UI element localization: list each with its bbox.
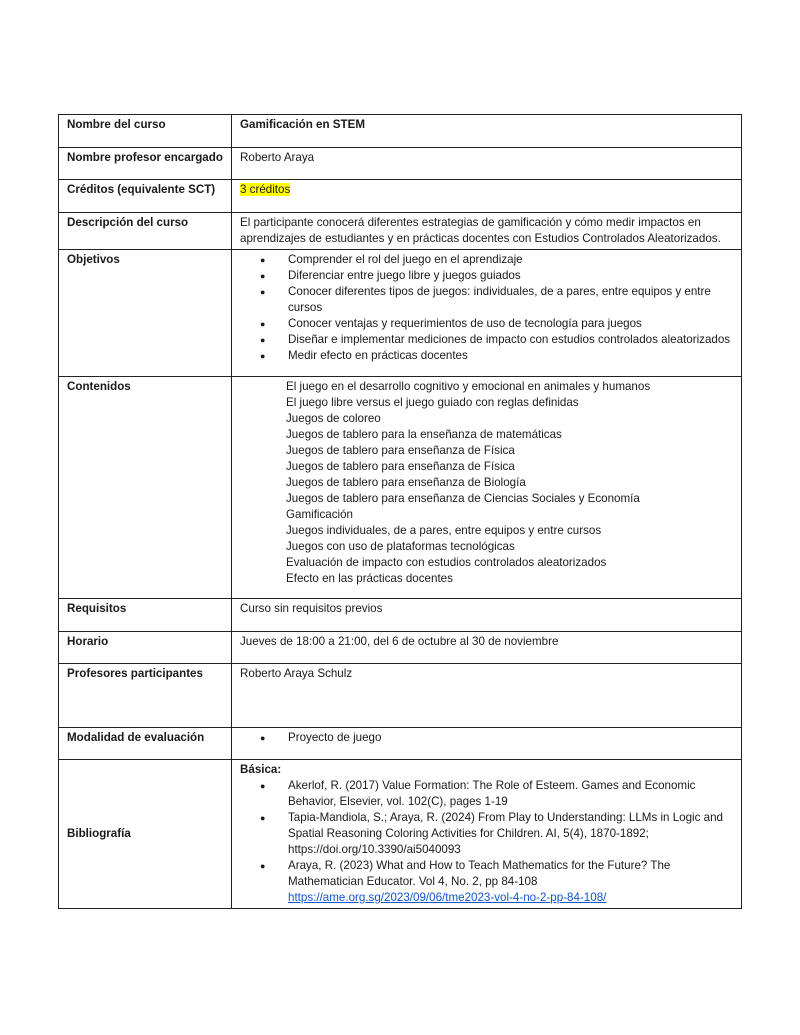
list-item: ● Proyecto de juego — [240, 730, 734, 746]
value-contents — [232, 377, 742, 599]
list-item: Gamificación — [286, 508, 354, 521]
value-bibliography — [232, 760, 742, 909]
row-bibliography — [59, 760, 742, 909]
bibliography-list — [240, 778, 734, 906]
label-bibliography: Bibliografía — [59, 760, 232, 909]
label-requirements: Requisitos — [59, 599, 232, 632]
value-professor: Roberto Araya — [232, 148, 742, 180]
course-info-table — [58, 114, 742, 909]
label-credits: Créditos (equivalente SCT) — [59, 180, 232, 213]
row-schedule — [59, 632, 742, 664]
row-contents — [59, 377, 742, 599]
bibliography-item — [240, 810, 734, 858]
list-item: ● Diseñar e implementar mediciones de impacto con estudios controlados aleatorizados — [240, 332, 734, 348]
list-item: ● Conocer ventajas y requerimientos de uso de tecnología para juegos — [240, 316, 734, 332]
contents-list — [240, 379, 734, 587]
list-item: ● Conocer diferentes tipos de juegos: individuales, de a pares, entre equipos y entre cursos — [240, 284, 734, 316]
bibliography-item — [240, 778, 734, 810]
value-course-name: Gamificación en STEM — [232, 115, 742, 148]
list-item: Efecto en las prácticas docentes — [286, 572, 453, 585]
list-item: Juegos de tablero para enseñanza de Física — [286, 460, 515, 473]
value-description: El participante conocerá diferentes estrategias de gamificación y cómo medir impactos en aprendizajes de estudiantes y en prácticas docentes con Estudios Controlados Aleatorizados. — [232, 213, 742, 250]
list-item: Evaluación de impacto con estudios controlados aleatorizados — [286, 556, 607, 569]
label-professor: Nombre profesor encargado — [59, 148, 232, 180]
label-participants: Profesores participantes — [59, 664, 232, 728]
row-professor — [59, 148, 742, 180]
value-requirements: Curso sin requisitos previos — [232, 599, 742, 632]
label-evaluation: Modalidad de evaluación — [59, 728, 232, 760]
value-participants: Roberto Araya Schulz — [232, 664, 742, 728]
list-item: ● Comprender el rol del juego en el aprendizaje — [240, 252, 734, 268]
row-course-name — [59, 115, 742, 148]
value-credits — [232, 180, 742, 213]
list-item: Juegos de coloreo — [286, 412, 381, 425]
list-item: Juegos de tablero para enseñanza de Física — [286, 444, 515, 457]
row-description — [59, 213, 742, 250]
value-schedule: Jueves de 18:00 a 21:00, del 6 de octubre al 30 de noviembre — [232, 632, 742, 664]
value-evaluation — [232, 728, 742, 760]
row-credits — [59, 180, 742, 213]
bibliography-heading: Básica: — [240, 763, 282, 776]
value-objectives — [232, 250, 742, 377]
bibliography-text: Araya, R. (2023) What and How to Teach Mathematics for the Future? The Mathematician Educator. Vol 4, No. 2, pp 84-108 — [288, 859, 671, 888]
row-participants — [59, 664, 742, 728]
row-requirements — [59, 599, 742, 632]
label-contents: Contenidos — [59, 377, 232, 599]
evaluation-list — [240, 730, 734, 746]
label-objectives: Objetivos — [59, 250, 232, 377]
list-item: Juegos con uso de plataformas tecnológicas — [286, 540, 515, 553]
label-description: Descripción del curso — [59, 213, 232, 250]
list-item: El juego libre versus el juego guiado con reglas definidas — [286, 396, 579, 409]
list-item: Juegos de tablero para enseñanza de Biología — [286, 476, 526, 489]
list-item: ● Medir efecto en prácticas docentes — [240, 348, 734, 364]
bibliography-text: Akerlof, R. (2017) Value Formation: The Role of Esteem. Games and Economic Behavior, Elsevier, vol. 102(C), pages 1-19 — [288, 779, 696, 808]
credits-highlight: 3 créditos — [240, 183, 291, 196]
label-schedule: Horario — [59, 632, 232, 664]
row-objectives — [59, 250, 742, 377]
label-course-name: Nombre del curso — [59, 115, 232, 148]
list-item: Juegos individuales, de a pares, entre equipos y entre cursos — [286, 524, 602, 537]
bibliography-text: Tapia-Mandiola, S.; Araya, R. (2024) From Play to Understanding: LLMs in Logic and Spatial Reasoning Coloring Activities for Children. AI, 5(4), 1870-1892; https://doi.org/10.3390/ai5040093 — [288, 811, 723, 856]
list-item: El juego en el desarrollo cognitivo y emocional en animales y humanos — [286, 380, 651, 393]
list-item: Juegos de tablero para la enseñanza de matemáticas — [286, 428, 562, 441]
list-item: Juegos de tablero para enseñanza de Ciencias Sociales y Economía — [286, 492, 640, 505]
objectives-list — [240, 252, 734, 364]
bibliography-link[interactable]: https://ame.org.sg/2023/09/06/tme2023-vol-4-no-2-pp-84-108/ — [288, 891, 607, 904]
list-item: ● Diferenciar entre juego libre y juegos guiados — [240, 268, 734, 284]
row-evaluation — [59, 728, 742, 760]
bibliography-item — [240, 858, 734, 906]
